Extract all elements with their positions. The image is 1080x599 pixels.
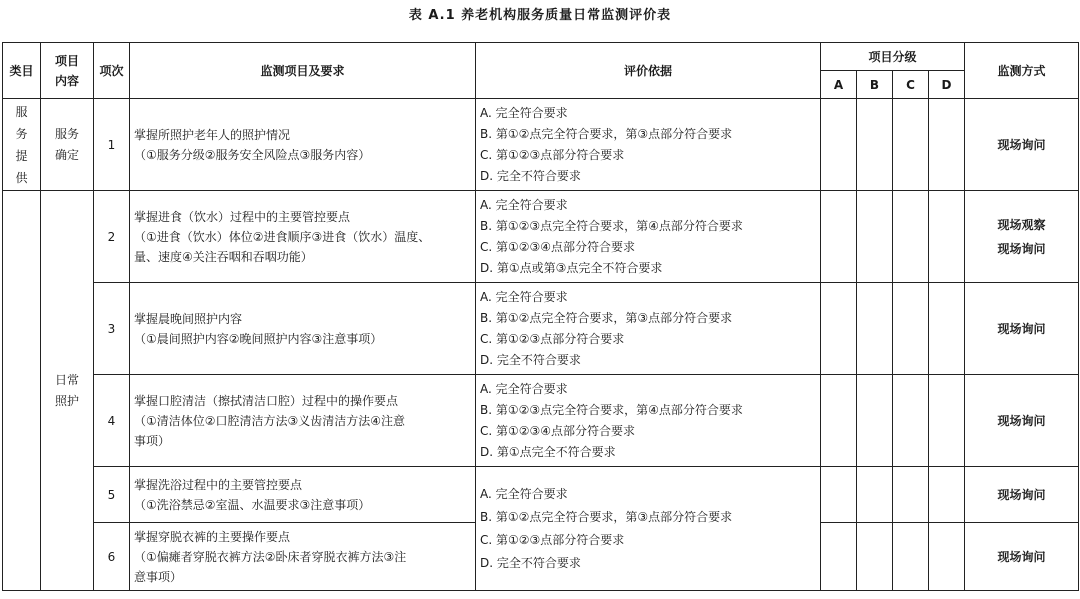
header-basis: 评价依据	[476, 43, 821, 99]
item-number: 6	[94, 523, 130, 591]
header-grade-group: 项目分级	[821, 43, 965, 71]
item-number: 3	[94, 283, 130, 375]
category-service-confirm: 服务 确定	[41, 99, 94, 191]
item-number: 2	[94, 191, 130, 283]
header-grade-b: B	[857, 71, 893, 99]
grade-a-cell[interactable]	[821, 523, 857, 591]
header-grade-d: D	[929, 71, 965, 99]
grade-c-cell[interactable]	[893, 523, 929, 591]
header-category: 类目	[3, 43, 41, 99]
item-requirement: 掌握晨晚间照护内容 （①晨间照护内容②晚间照护内容③注意事项）	[130, 283, 476, 375]
grade-b-cell[interactable]	[857, 99, 893, 191]
item-number: 5	[94, 467, 130, 523]
grade-a-cell[interactable]	[821, 467, 857, 523]
header-grade-a: A	[821, 71, 857, 99]
grade-b-cell[interactable]	[857, 375, 893, 467]
item-number: 1	[94, 99, 130, 191]
item-number: 4	[94, 375, 130, 467]
item-requirement: 掌握穿脱衣裤的主要操作要点 （①偏瘫者穿脱衣裤方法②卧床者穿脱衣裤方法③注 意事项）	[130, 523, 476, 591]
evaluation-table	[2, 42, 1079, 591]
header-grade-c: C	[893, 71, 929, 99]
grade-b-cell[interactable]	[857, 523, 893, 591]
grade-b-cell[interactable]	[857, 283, 893, 375]
item-method: 现场询问	[965, 467, 1079, 523]
grade-d-cell[interactable]	[929, 467, 965, 523]
grade-a-cell[interactable]	[821, 283, 857, 375]
grade-d-cell[interactable]	[929, 99, 965, 191]
item-method: 现场询问	[965, 283, 1079, 375]
item-basis: A. 完全符合要求 B. 第①②③点完全符合要求，第④点部分符合要求 C. 第①②③④点部分符合要求 D. 第①点或第③点完全不符合要求	[476, 191, 821, 283]
grade-d-cell[interactable]	[929, 191, 965, 283]
grade-a-cell[interactable]	[821, 99, 857, 191]
item-method: 现场询问	[965, 375, 1079, 467]
grade-d-cell[interactable]	[929, 283, 965, 375]
grade-a-cell[interactable]	[821, 191, 857, 283]
item-basis: A. 完全符合要求 B. 第①②③点完全符合要求，第④点部分符合要求 C. 第①②③④点部分符合要求 D. 第①点完全不符合要求	[476, 375, 821, 467]
grade-b-cell[interactable]	[857, 467, 893, 523]
item-method: 现场询问	[965, 99, 1079, 191]
table-row	[3, 375, 1079, 467]
grade-c-cell[interactable]	[893, 191, 929, 283]
table-title: 表 A.1 养老机构服务质量日常监测评价表	[408, 8, 672, 23]
table-row	[3, 191, 1079, 283]
table-row	[3, 467, 1079, 523]
table-row	[3, 99, 1079, 191]
category-blank	[3, 191, 41, 591]
item-requirement: 掌握所照护老年人的照护情况 （①服务分级②服务安全风险点③服务内容）	[130, 99, 476, 191]
grade-c-cell[interactable]	[893, 375, 929, 467]
category-daily-care: 日常 照护	[41, 191, 94, 591]
item-requirement: 掌握口腔清洁（擦拭清洁口腔）过程中的操作要点 （①清洁体位②口腔清洁方法③义齿清洁方法④注意 事项）	[130, 375, 476, 467]
header-row-1	[3, 43, 1079, 71]
grade-c-cell[interactable]	[893, 99, 929, 191]
grade-a-cell[interactable]	[821, 375, 857, 467]
grade-d-cell[interactable]	[929, 375, 965, 467]
item-basis: A. 完全符合要求 B. 第①②点完全符合要求，第③点部分符合要求 C. 第①②③点部分符合要求 D. 完全不符合要求	[476, 283, 821, 375]
item-basis: A. 完全符合要求 B. 第①②点完全符合要求，第③点部分符合要求 C. 第①②③点部分符合要求 D. 完全不符合要求	[476, 99, 821, 191]
header-method: 监测方式	[965, 43, 1079, 99]
item-basis-shared: A. 完全符合要求 B. 第①②点完全符合要求，第③点部分符合要求 C. 第①②③点部分符合要求 D. 完全不符合要求	[476, 467, 821, 591]
table-row	[3, 283, 1079, 375]
item-requirement: 掌握进食（饮水）过程中的主要管控要点 （①进食（饮水）体位②进食顺序③进食（饮水）温度、 量、速度④关注吞咽和吞咽功能）	[130, 191, 476, 283]
item-method: 现场询问	[965, 523, 1079, 591]
category-service-provision: 服 务 提 供	[3, 99, 41, 191]
grade-c-cell[interactable]	[893, 467, 929, 523]
grade-c-cell[interactable]	[893, 283, 929, 375]
item-method: 现场观察 现场询问	[965, 191, 1079, 283]
header-item-no: 项次	[94, 43, 130, 99]
header-requirement: 监测项目及要求	[130, 43, 476, 99]
header-item-content: 项目 内容	[41, 43, 94, 99]
item-requirement: 掌握洗浴过程中的主要管控要点 （①洗浴禁忌②室温、水温要求③注意事项）	[130, 467, 476, 523]
grade-b-cell[interactable]	[857, 191, 893, 283]
grade-d-cell[interactable]	[929, 523, 965, 591]
